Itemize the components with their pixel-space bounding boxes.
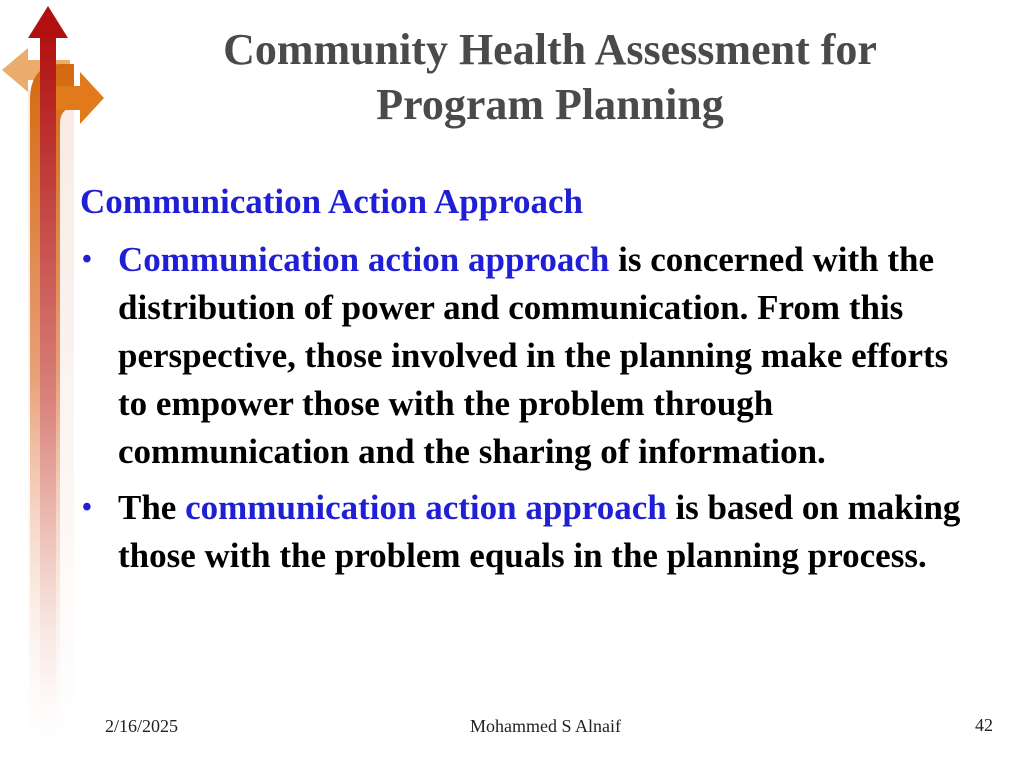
bullet-prefix: The <box>118 488 186 527</box>
bullet-icon: • <box>82 244 92 275</box>
bullet-text: is concerned with the distribution of power and communication. From this perspective, those involved in the planning make efforts to empower those with the problem through communication and the sharing of information. <box>118 240 949 471</box>
slide-title <box>150 22 950 132</box>
title-line-1: Community Health Assessment for <box>223 25 877 74</box>
page-number: 42 <box>975 715 993 735</box>
bullet-item <box>80 236 980 476</box>
bullet-list <box>80 236 980 580</box>
title-line-2: Program Planning <box>376 80 724 129</box>
bullet-icon: • <box>82 492 92 523</box>
footer-author: Mohammed S Alnaif <box>470 716 621 736</box>
bullet-text: is based on making those with the problem equals in the planning process. <box>118 488 961 575</box>
bullet-highlight: Communication action approach <box>118 240 610 279</box>
bullet-highlight: communication action approach <box>185 488 667 527</box>
up-arrow-icon <box>28 6 68 38</box>
red-shaft <box>40 30 56 760</box>
bullet-item <box>80 484 980 580</box>
footer-date: 2/16/2025 <box>105 716 179 736</box>
section-heading: Communication Action Approach <box>80 182 584 221</box>
